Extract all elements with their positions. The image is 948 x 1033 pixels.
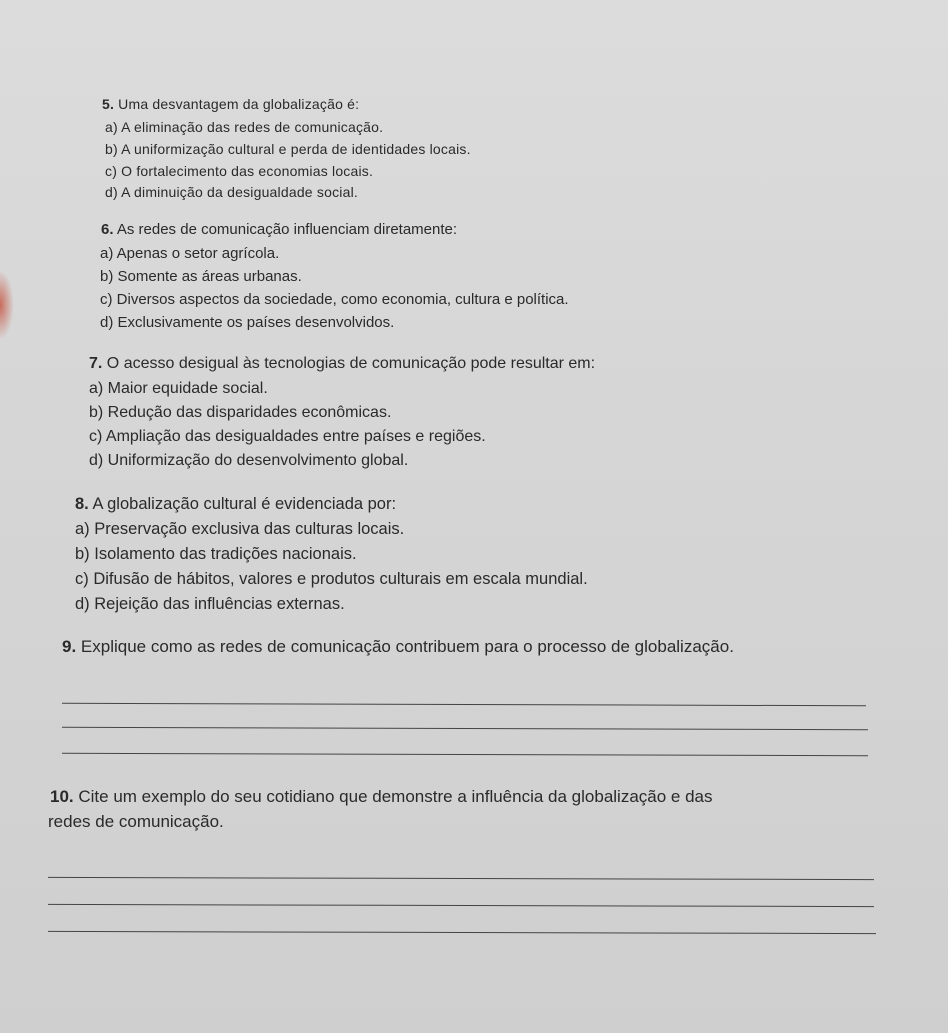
question-10-text: Cite um exemplo do seu cotidiano que demonstre a influência da globalização e das [78,787,713,806]
question-8-number: 8. [75,495,89,513]
question-7-option-b: b) Redução das disparidades econômicas. [89,404,392,421]
question-5-text: Uma desvantagem da globalização é: [118,96,360,112]
question-5-option-d: d) A diminuição da desigualdade social. [105,184,358,200]
question-6-option-d: d) Exclusivamente os países desenvolvidos. [100,314,395,331]
answer-line[interactable] [62,753,868,757]
question-10-stem-line-1 [50,787,713,807]
question-8-option-d: d) Rejeição das influências externas. [75,595,345,613]
question-5-option-b: b) A uniformização cultural e perda de identidades locais. [105,141,471,157]
question-5-stem [102,96,359,112]
question-7-option-c: c) Ampliação das desigualdades entre países e regiões. [89,428,486,445]
question-7-number: 7. [89,355,103,372]
question-6-number: 6. [101,221,114,238]
question-10-stem-line-2: redes de comunicação. [48,812,224,831]
answer-line[interactable] [48,877,874,880]
question-9-text: Explique como as redes de comunicação contribuem para o processo de globalização. [80,637,734,656]
answer-line[interactable] [48,931,876,934]
question-8-option-b: b) Isolamento das tradições nacionais. [75,545,357,563]
question-9-stem [62,637,734,657]
question-5-option-a: a) A eliminação das redes de comunicação. [105,119,384,135]
answer-line[interactable] [62,727,868,731]
question-8-option-c: c) Difusão de hábitos, valores e produtos culturais em escala mundial. [75,570,588,588]
question-6-option-c: c) Diversos aspectos da sociedade, como economia, cultura e política. [100,291,569,308]
answer-line[interactable] [62,703,866,707]
question-5-option-c: c) O fortalecimento das economias locais. [105,163,374,179]
page-edge-shadow [0,270,14,340]
question-8-option-a: a) Preservação exclusiva das culturas locais. [75,520,405,538]
question-6-stem [101,221,457,238]
question-7-text: O acesso desigual às tecnologias de comunicação pode resultar em: [106,355,596,372]
question-9-number: 9. [62,637,77,656]
question-6-option-a: a) Apenas o setor agrícola. [100,245,280,262]
question-8-text: A globalização cultural é evidenciada por: [92,495,397,513]
question-6-option-b: b) Somente as áreas urbanas. [100,268,302,285]
question-10-number: 10. [50,787,74,806]
question-7-option-d: d) Uniformização do desenvolvimento global. [89,452,409,469]
answer-line[interactable] [48,904,874,907]
question-6-text: As redes de comunicação influenciam diretamente: [116,221,458,238]
question-7-option-a: a) Maior equidade social. [89,380,268,397]
question-7-stem [89,355,595,373]
question-8-stem [75,495,396,514]
question-5-number: 5. [102,96,115,112]
